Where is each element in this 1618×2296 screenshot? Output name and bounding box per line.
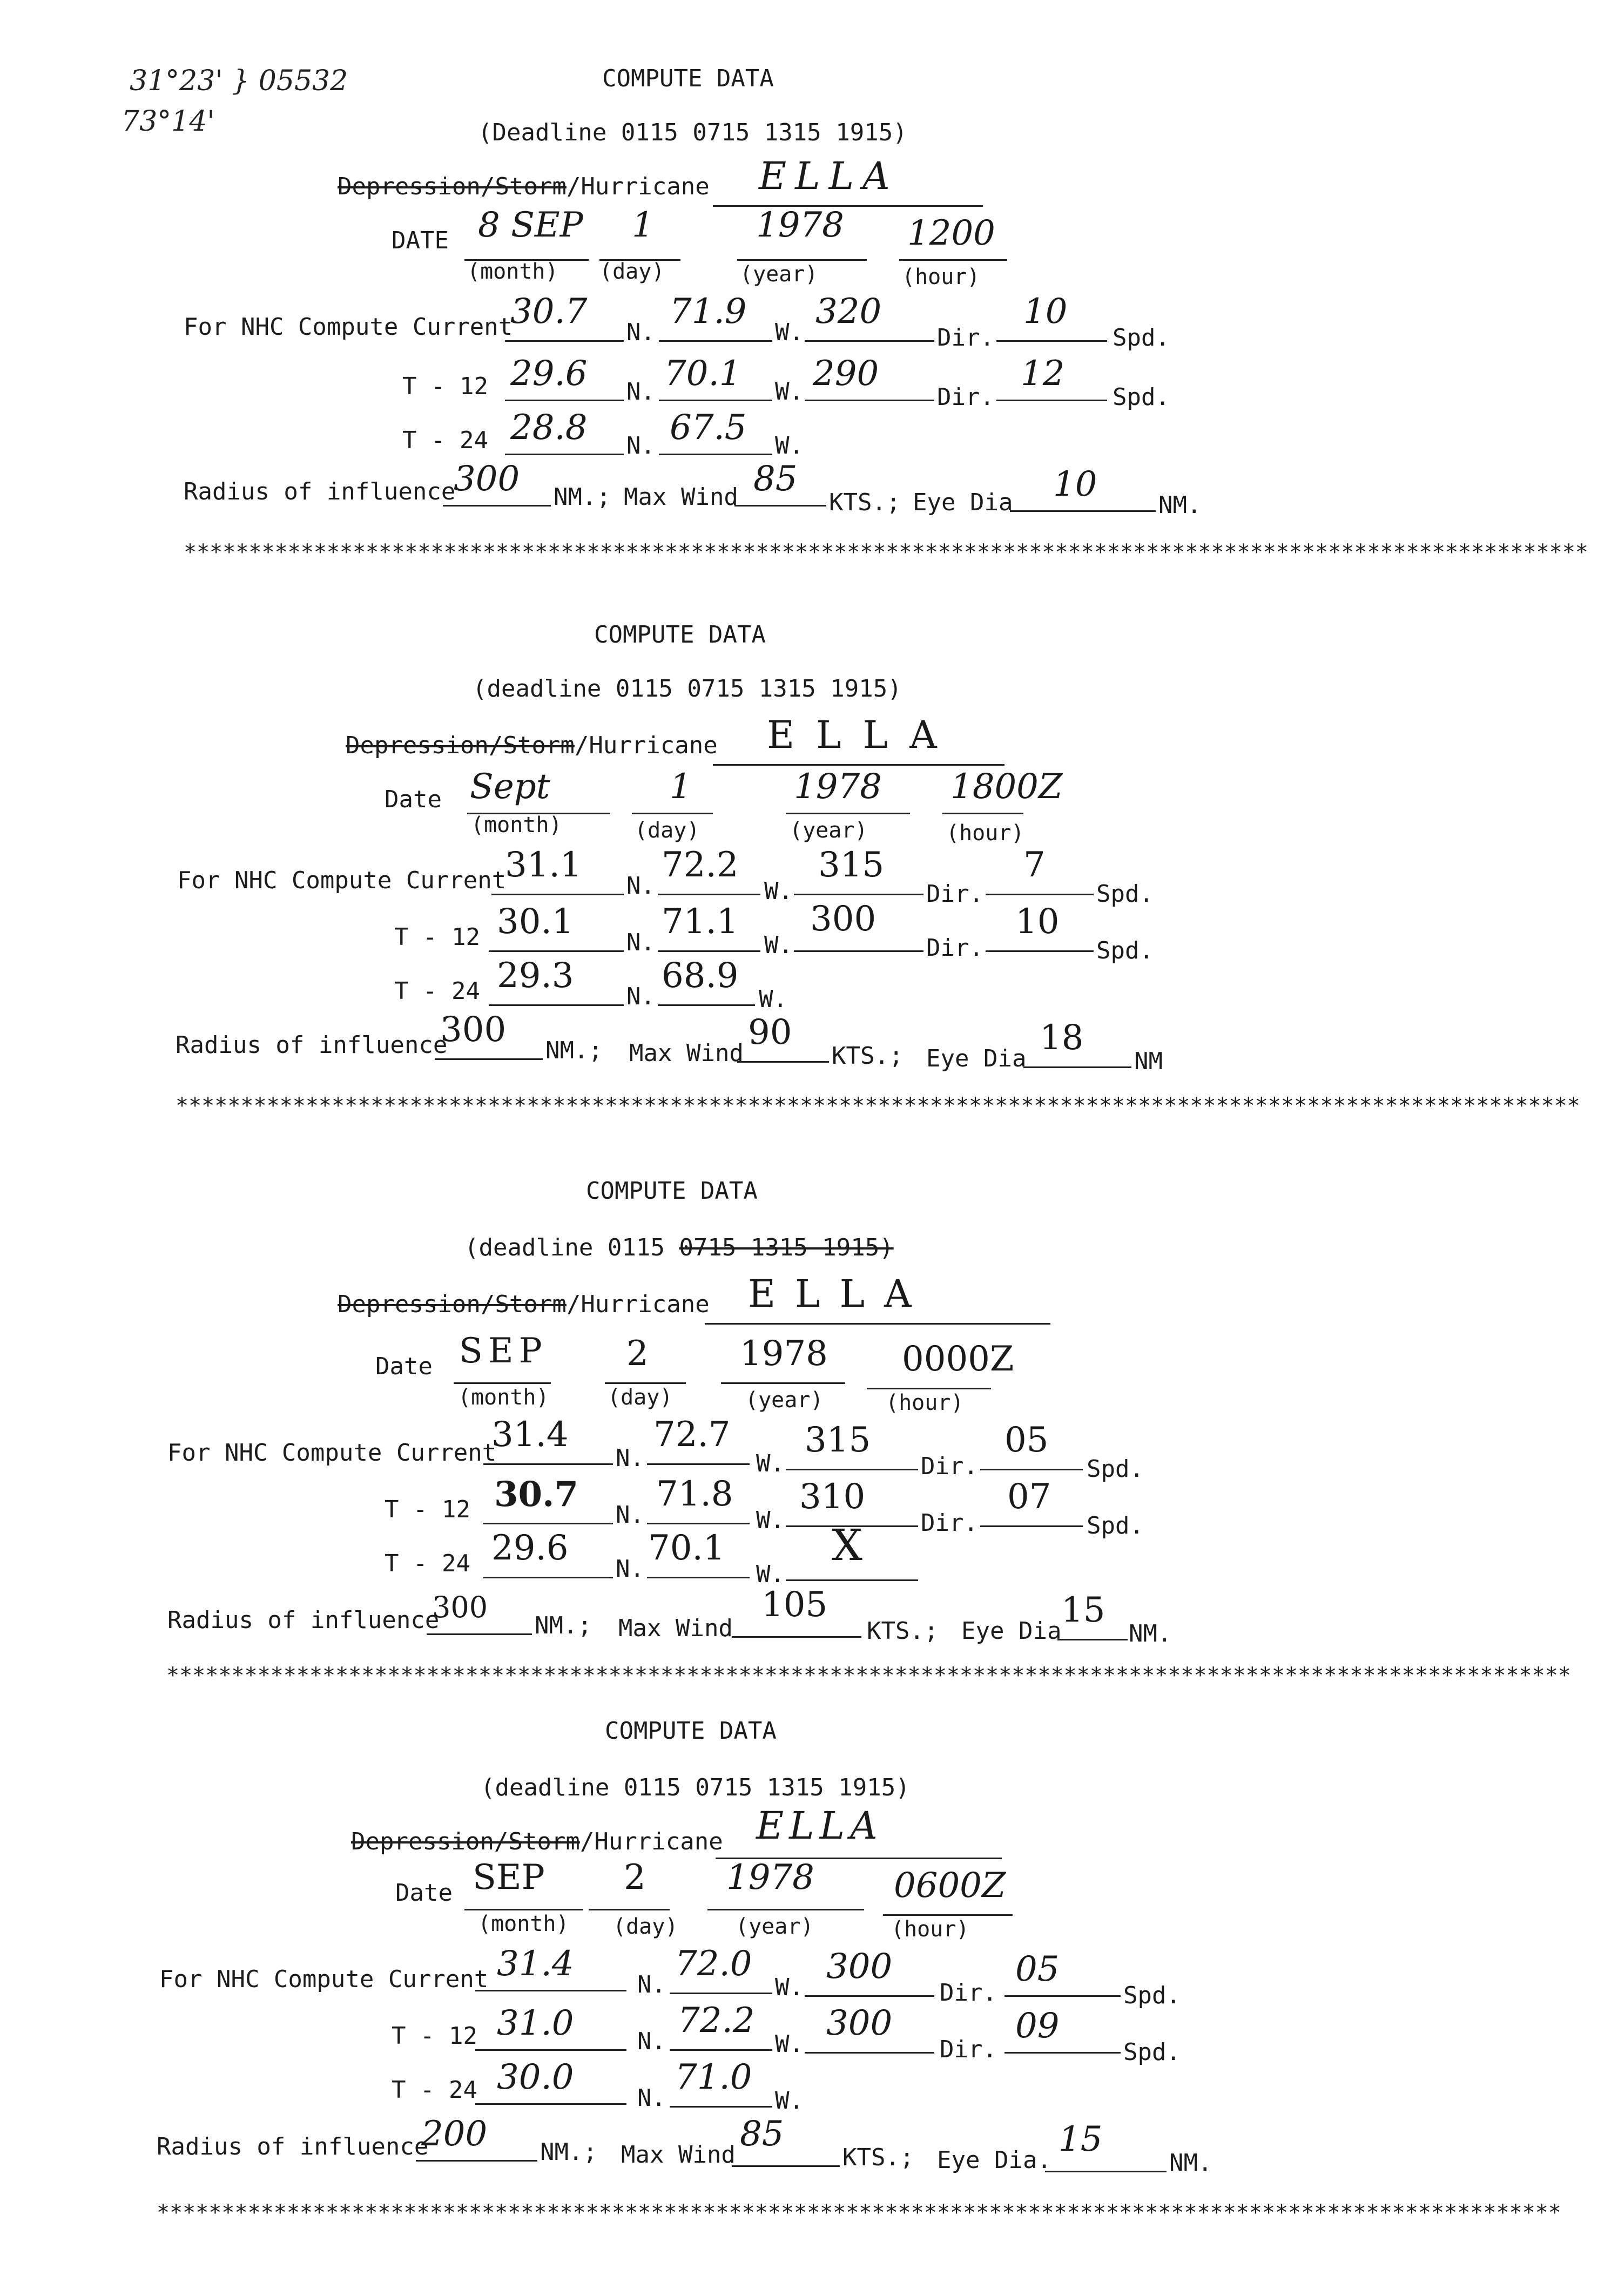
eye-value: 15 — [1059, 2119, 1103, 2159]
date-label: Date — [375, 1353, 433, 1380]
n-label: N. — [637, 1971, 666, 1998]
t24-cross-mark: X — [832, 1520, 862, 1570]
nm-end-label: NM. — [1158, 491, 1202, 519]
date-year: 1978 — [726, 1858, 814, 1897]
t24-w: 68.9 — [662, 956, 739, 996]
kts-label: KTS.; — [829, 489, 901, 516]
storm-type — [338, 1291, 710, 1318]
radius-value: 300 — [454, 459, 520, 499]
t24-w: 67.5 — [670, 408, 747, 448]
cur-n: 31.4 — [491, 1415, 569, 1455]
eye-value: 15 — [1061, 1590, 1105, 1630]
eyedia-label: Eye Dia — [961, 1617, 1062, 1645]
w-label: W. — [775, 432, 804, 460]
n-label: N. — [616, 1555, 644, 1583]
corner-note-line1: 31°23' } 05532 — [130, 65, 348, 97]
date-year: 1978 — [756, 205, 844, 245]
storm-name: ELLA — [748, 1272, 931, 1316]
nm-end-label: NM. — [1129, 1620, 1172, 1647]
kts-label: KTS.; — [842, 2144, 914, 2171]
eye-value: 18 — [1040, 1018, 1084, 1058]
cur-dir: 300 — [826, 1947, 893, 1987]
form-title: COMPUTE DATA — [594, 621, 766, 649]
hour-caption: (hour) — [891, 1917, 969, 1942]
radius-label: Radius of influence — [167, 1606, 440, 1634]
n-label: N. — [637, 2028, 666, 2055]
radius-value: 300 — [440, 1010, 507, 1050]
storm-type-kept: /Hurricane — [579, 1828, 723, 1855]
maxwind-label: Max Wind — [629, 1039, 744, 1067]
radius-label: Radius of influence — [176, 1031, 448, 1059]
maxwind-value: 90 — [748, 1012, 792, 1052]
nm-end-label: NM. — [1169, 2149, 1212, 2177]
n-label: N. — [626, 319, 655, 346]
cur-w: 72.2 — [662, 845, 739, 885]
date-hour: 1800Z — [950, 767, 1063, 807]
month-caption: (month) — [478, 1912, 569, 1936]
month-caption: (month) — [458, 1385, 549, 1410]
deadline: (deadline 0115 0715 1315 1915) — [473, 675, 902, 703]
date-hour: 0600Z — [894, 1866, 1006, 1906]
storm-name: ELLA — [756, 1804, 883, 1848]
spd-label: Spd. — [1087, 1455, 1144, 1483]
date-label: DATE — [392, 227, 449, 254]
date-label: Date — [385, 786, 442, 813]
n-label: N. — [626, 378, 655, 406]
hour-caption: (hour) — [902, 265, 980, 289]
spd-label: Spd. — [1096, 880, 1154, 908]
cur-w: 72.7 — [653, 1415, 731, 1455]
n-label: N. — [616, 1501, 644, 1529]
year-caption: (year) — [736, 1914, 814, 1939]
cur-n: 31.1 — [505, 845, 582, 885]
dir-label: Dir. — [926, 880, 983, 908]
maxwind-value: 105 — [761, 1585, 828, 1625]
n-label: N. — [637, 2084, 666, 2112]
t12-label: T - 12 — [394, 923, 480, 951]
t24-label: T - 24 — [394, 977, 480, 1005]
date-hour: 0000Z — [902, 1339, 1014, 1379]
n-label: N. — [626, 983, 655, 1010]
spd-label: Spd. — [1113, 383, 1170, 411]
year-caption: (year) — [790, 818, 868, 843]
current-label: For NHC Compute Current — [159, 1966, 489, 1993]
deadline-kept: (deadline 0115 — [464, 1234, 665, 1261]
nm-label: NM.; — [554, 483, 611, 511]
dir-label: Dir. — [921, 1453, 978, 1480]
date-month: Sept — [470, 767, 550, 807]
date-day: 2 — [624, 1858, 646, 1897]
w-label: W. — [764, 931, 793, 959]
t12-spd: 09 — [1015, 2006, 1060, 2046]
dir-label: Dir. — [940, 2036, 997, 2063]
t12-spd: 07 — [1007, 1477, 1051, 1517]
t12-dir: 290 — [813, 354, 879, 394]
t12-label: T - 12 — [385, 1496, 470, 1523]
current-label: For NHC Compute Current — [184, 313, 513, 341]
current-label: For NHC Compute Current — [167, 1439, 497, 1467]
day-caption: (day) — [599, 259, 665, 284]
month-caption: (month) — [471, 813, 562, 838]
t12-w: 71.1 — [662, 902, 739, 942]
maxwind-value: 85 — [753, 459, 798, 499]
storm-type-struck: Depression/Storm — [338, 173, 567, 200]
form-title: COMPUTE DATA — [605, 1717, 777, 1745]
w-label: W. — [775, 319, 804, 346]
deadline: (Deadline 0115 0715 1315 1915) — [478, 119, 907, 146]
w-label: W. — [775, 2087, 804, 2115]
separator: ************************************************************************************************************ — [157, 2200, 1561, 2225]
t12-w: 70.1 — [664, 354, 741, 394]
form-title: COMPUTE DATA — [586, 1177, 758, 1205]
storm-type-kept: /Hurricane — [566, 173, 710, 200]
deadline: (deadline 0115 0715 1315 1915) — [481, 1774, 910, 1801]
t12-label: T - 12 — [392, 2022, 477, 2050]
n-label: N. — [626, 872, 655, 900]
separator: ************************************************************************************************************ — [166, 1663, 1571, 1688]
nm-end-label: NM — [1134, 1048, 1163, 1075]
t12-spd: 10 — [1015, 902, 1060, 942]
date-month: SEP — [473, 1858, 545, 1897]
hour-caption: (hour) — [886, 1390, 964, 1415]
t12-n: 31.0 — [497, 2003, 574, 2043]
w-label: W. — [764, 877, 793, 905]
separator: ************************************************************************************************************ — [184, 540, 1588, 565]
t12-dir: 300 — [826, 2003, 893, 2043]
t24-n: 29.6 — [491, 1528, 569, 1568]
t24-n: 30.0 — [497, 2057, 574, 2097]
t12-dir: 310 — [799, 1477, 866, 1517]
w-label: W. — [759, 985, 787, 1013]
storm-name: ELLA — [759, 154, 899, 198]
spd-label: Spd. — [1113, 324, 1170, 352]
nm-label: NM.; — [535, 1612, 592, 1639]
storm-type — [351, 1828, 723, 1855]
t12-dir: 300 — [810, 899, 877, 939]
t12-label: T - 12 — [402, 373, 488, 400]
eyedia-label: Eye Dia. — [937, 2146, 1051, 2174]
cur-spd: 10 — [1023, 292, 1068, 332]
cur-dir: 315 — [805, 1420, 871, 1460]
date-label: Date — [395, 1879, 453, 1907]
t12-spd: 12 — [1021, 354, 1065, 394]
date-day: 2 — [626, 1334, 649, 1374]
storm-type — [338, 173, 710, 200]
w-label: W. — [756, 1561, 785, 1588]
day-caption: (day) — [613, 1914, 678, 1939]
t24-label: T - 24 — [392, 2076, 477, 2104]
maxwind-value: 85 — [740, 2114, 784, 2154]
nm-label: NM.; — [540, 2138, 597, 2166]
spd-label: Spd. — [1123, 2038, 1181, 2066]
cur-spd: 05 — [1004, 1420, 1049, 1460]
month-caption: (month) — [467, 259, 558, 284]
t12-w: 72.2 — [678, 2001, 755, 2041]
t12-n: 30.1 — [497, 902, 574, 942]
t24-label: T - 24 — [402, 427, 488, 454]
date-day: 1 — [670, 767, 692, 807]
deadline — [464, 1234, 894, 1261]
spd-label: Spd. — [1087, 1512, 1144, 1539]
radius-label: Radius of influence — [184, 478, 456, 505]
cur-n: 30.7 — [510, 292, 588, 332]
spd-label: Spd. — [1096, 937, 1154, 964]
current-label: For NHC Compute Current — [177, 867, 507, 894]
radius-value: 300 — [432, 1590, 488, 1624]
year-caption: (year) — [745, 1388, 824, 1413]
year-caption: (year) — [740, 262, 818, 287]
t24-n: 28.8 — [510, 408, 588, 448]
date-day: 1 — [632, 205, 654, 245]
cur-dir: 315 — [818, 845, 885, 885]
hour-caption: (hour) — [946, 821, 1024, 846]
cur-w: 72.0 — [675, 1944, 752, 1984]
maxwind-label: Max Wind — [621, 2141, 736, 2169]
radius-label: Radius of influence — [157, 2133, 429, 2160]
storm-type-struck: Depression/Storm — [338, 1291, 567, 1318]
date-hour: 1200 — [907, 213, 995, 253]
w-label: W. — [756, 1450, 785, 1477]
n-label: N. — [616, 1444, 644, 1472]
t12-w: 71.8 — [656, 1474, 733, 1514]
eye-value: 10 — [1053, 464, 1097, 504]
date-month: 8 SEP — [478, 205, 583, 245]
day-caption: (day) — [608, 1385, 673, 1410]
cur-dir: 320 — [815, 292, 882, 332]
eyedia-label: Eye Dia — [926, 1045, 1027, 1072]
eyedia-label: Eye Dia — [913, 489, 1013, 516]
date-year: 1978 — [740, 1334, 828, 1374]
separator: ************************************************************************************************************ — [176, 1093, 1580, 1118]
form-title: COMPUTE DATA — [602, 65, 774, 92]
n-label: N. — [626, 929, 655, 956]
dir-label: Dir. — [937, 383, 994, 411]
maxwind-label: Max Wind — [618, 1615, 733, 1642]
maxwind-label: Max Wind — [624, 483, 738, 511]
t12-n: 29.6 — [510, 354, 588, 394]
cur-spd: 05 — [1015, 1949, 1060, 1989]
w-label: W. — [756, 1507, 785, 1534]
radius-value: 200 — [421, 2114, 488, 2154]
storm-type-struck: Depression/Storm — [346, 732, 575, 759]
date-month: SEP — [459, 1331, 548, 1371]
nm-label: NM.; — [545, 1037, 603, 1064]
storm-name: ELLA — [767, 713, 959, 757]
t24-label: T - 24 — [385, 1550, 470, 1577]
cur-spd: 7 — [1023, 845, 1046, 885]
kts-label: KTS.; — [832, 1042, 904, 1070]
spd-label: Spd. — [1123, 1982, 1181, 2009]
w-label: W. — [775, 1974, 804, 2001]
dir-label: Dir. — [921, 1509, 978, 1537]
t24-w: 70.1 — [648, 1528, 725, 1568]
storm-type-kept: /Hurricane — [574, 732, 718, 759]
storm-type-struck: Depression/Storm — [351, 1828, 580, 1855]
date-year: 1978 — [794, 767, 882, 807]
dir-label: Dir. — [937, 324, 994, 352]
t24-w: 71.0 — [675, 2057, 752, 2097]
dir-label: Dir. — [926, 934, 983, 962]
t24-n: 29.3 — [497, 956, 574, 996]
n-label: N. — [626, 432, 655, 460]
storm-type — [346, 732, 718, 759]
corner-note-line2: 73°14' — [122, 105, 215, 138]
day-caption: (day) — [635, 818, 700, 843]
kts-label: KTS.; — [867, 1617, 939, 1645]
cur-n: 31.4 — [497, 1944, 574, 1984]
dir-label: Dir. — [940, 1979, 997, 2007]
w-label: W. — [775, 2030, 804, 2058]
cur-w: 71.9 — [670, 292, 747, 332]
storm-type-kept: /Hurricane — [566, 1291, 710, 1318]
t12-n: 30.7 — [494, 1474, 578, 1515]
deadline-struck: 0715 1315 1915) — [679, 1234, 894, 1261]
w-label: W. — [775, 378, 804, 406]
